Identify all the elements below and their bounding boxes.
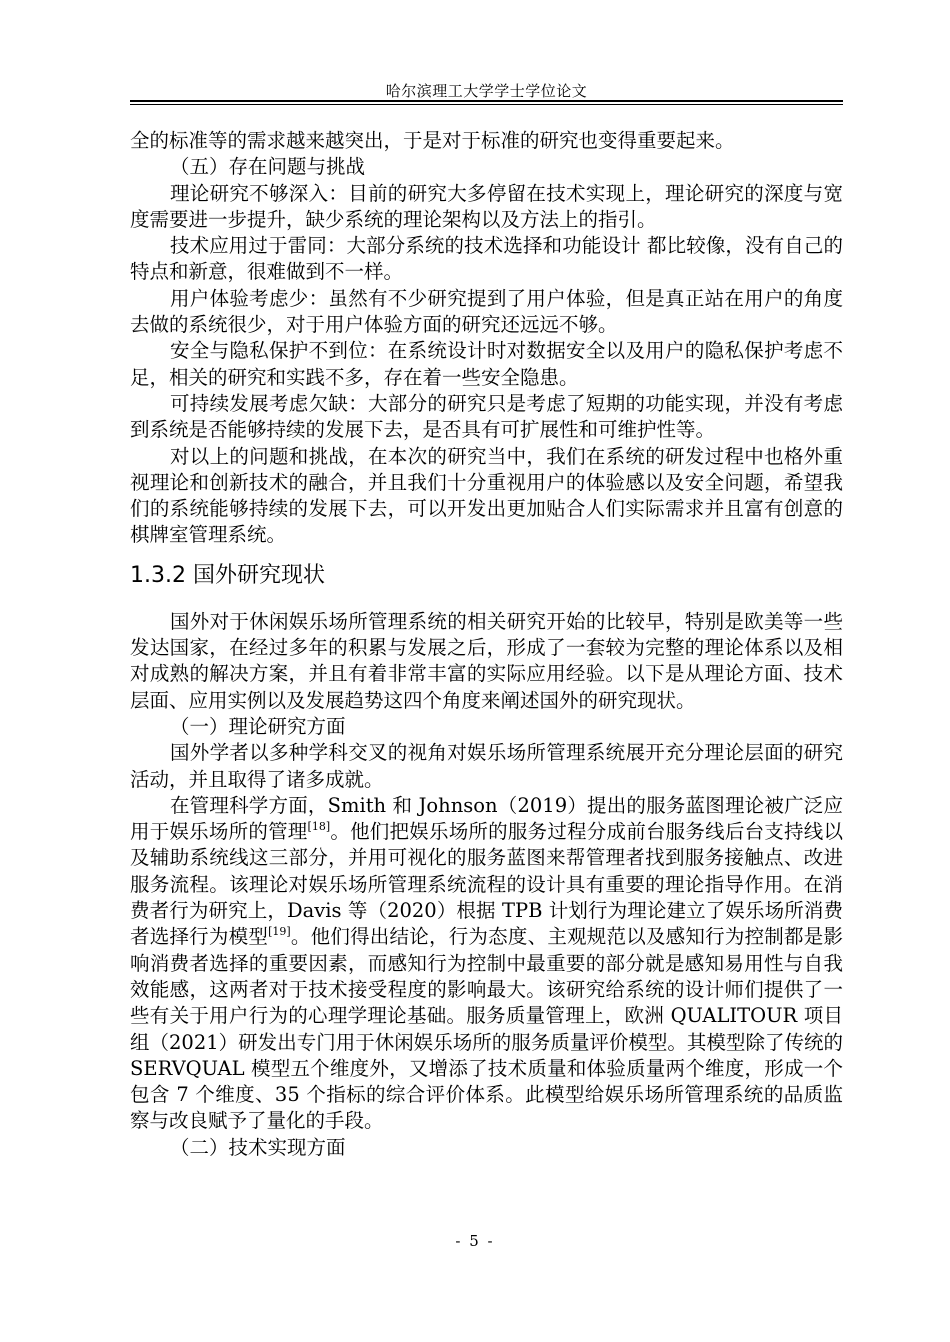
subsection-label: （五）存在问题与挑战 [169,155,365,179]
paragraph-text: 。他们把娱乐场所的服务过程分成前台服务线后台支持线以及辅助系统线这三部分，并用可视化的服务蓝图来帮管理者找到服务接触点、改进服务流程。该理论对娱乐场所管理系统流程的设计具有重要的理论指导作用。在消费者行为研究上，Davis 等（2020）根据 TPB 计划行为理论建立了娱乐场所消费者选择行为模型 [130,820,843,949]
body-text [130,128,843,1161]
paragraph: 国外对于休闲娱乐场所管理系统的相关研究开始的比较早，特别是欧美等一些发达国家，在经过多年的积累与发展之后，形成了一套较为完整的理论体系以及相对成熟的解决方案，并且有着非常丰富的实际应用经验。以下是从理论方面、技术层面、应用实例以及发展趋势这四个角度来阐述国外的研究现状。 [130,609,843,712]
subsection-label: （二）技术实现方面 [169,1135,346,1159]
page-number: - 5 - [455,1232,495,1250]
paragraph-text: 在管理科学方面，Smith 和 Johnson（2019）提出的服务蓝图理论被广泛应用于娱乐场所的管理 [130,793,843,844]
paragraph-text: 。他们得出结论，行为态度、主观规范以及感知行为控制都是影响消费者选择的重要因素，而感知行为控制中最重要的部分就是感知易用性与自我效能感，这两者对于技术接受程度的影响最大。该研究给系统的设计师们提供了一些有关于用户行为的心理学理论基础。服务质量管理上，欧洲 QUALITOUR 项目组（2021）研发出专门用于休闲娱乐场所的服务质量评价模型。其模型除了传统的 SERVQUAL 模型五个维度外，又增添了技术质量和体验质量两个维度，形成一个包含 7 个维度、35 个指标的综合评价体系。此模型给娱乐场所管理系统的品质监察与改良赋予了量化的手段。 [130,925,843,1133]
paragraph: 用户体验考虑少：虽然有不少研究提到了用户体验，但是真正站在用户的角度去做的系统很少，对于用户体验方面的研究还远远不够。 [130,286,843,337]
citation-ref: [19] [268,925,291,939]
paragraph: 国外学者以多种学科交叉的视角对娱乐场所管理系统展开充分理论层面的研究活动，并且取得了诸多成就。 [130,741,843,791]
paragraph: 理论研究不够深入：目前的研究大多停留在技术实现上，理论研究的深度与宽度需要进一步提升，缺少系统的理论架构以及方法上的指引。 [130,181,843,231]
paragraph: 全的标准等的需求越来越突出，于是对于标准的研究也变得重要起来。 [130,129,735,152]
citation-ref: [18] [307,820,331,834]
paragraphs-before-heading [130,128,843,549]
paragraph: 技术应用过于雷同：大部分系统的技术选择和功能设计 都比较像，没有自己的特点和新意，很难做到不一样。 [130,234,843,284]
paragraph-with-citations [130,793,843,1135]
header-rule [130,100,843,105]
paragraphs-after-heading [130,609,843,793]
paragraph: 可持续发展考虑欠缺：大部分的研究只是考虑了短期的功能实现，并没有考虑到系统是否能够持续的发展下去，是否具有可扩展性和可维护性等。 [130,391,843,442]
paragraph: 安全与隐私保护不到位：在系统设计时对数据安全以及用户的隐私保护考虑不足，相关的研究和实践不多，存在着一些安全隐患。 [130,339,843,389]
paragraph: 对以上的问题和挑战，在本次的研究当中，我们在系统的研发过程中也格外重视理论和创新技术的融合，并且我们十分重视用户的体验感以及安全问题，希望我们的系统能够持续的发展下去，可以开发出更加贴合人们实际需求并且富有创意的棋牌室管理系统。 [130,444,843,547]
section-heading: 1.3.2 国外研究现状 [130,562,325,588]
subsection-label: （一）理论研究方面 [169,714,346,738]
running-header: 哈尔滨理工大学学士学位论文 [385,82,588,100]
